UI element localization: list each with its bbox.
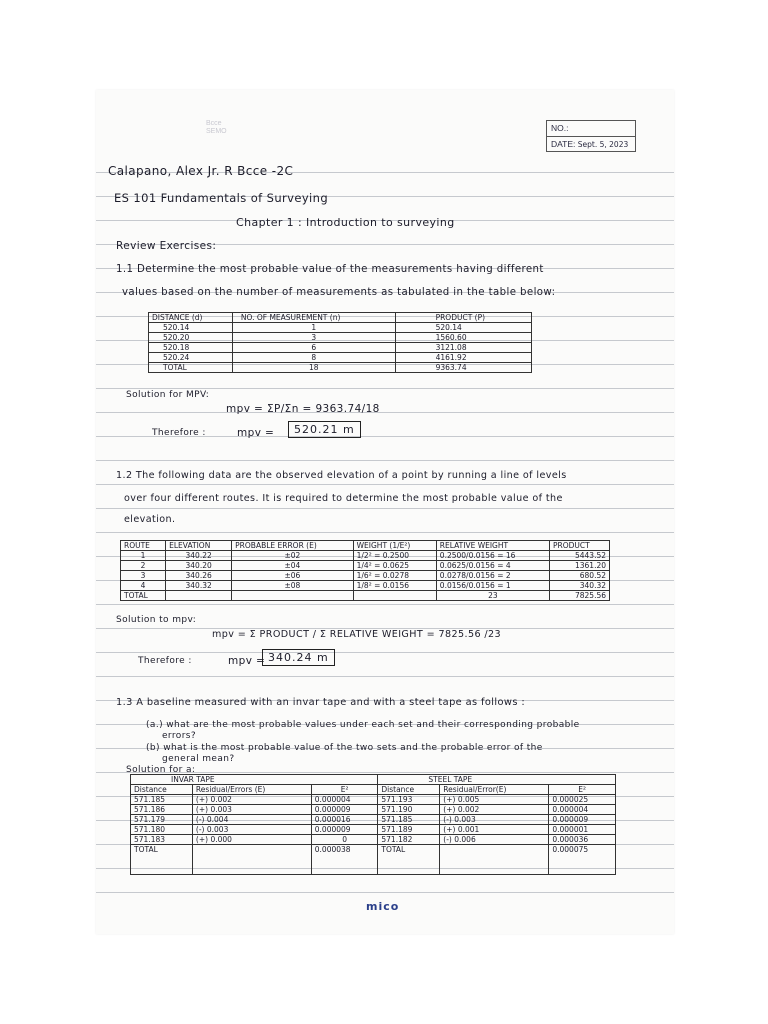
table-cell: 571.180 [131,825,193,835]
table-cell: 520.24 [149,353,233,363]
no-date-box [546,120,636,152]
q3-table [130,774,616,875]
table-cell: (+) 0.003 [192,805,311,815]
table-row [131,815,616,825]
table-cell: TOTAL [149,363,233,373]
q1-therefore: Therefore : [152,428,206,438]
table-header: ROUTE [121,541,166,551]
table-cell: 1560.60 [395,333,531,343]
table-cell: ±06 [232,571,353,581]
table-cell: ±08 [232,581,353,591]
q3-part-b-line-1: (b) what is the most probable value of the two sets and the probable error of the [146,743,543,753]
table-cell: 0.000025 [549,795,616,805]
table-cell: ±02 [232,551,353,561]
q1-formula: mpv = ΣP/Σn = 9363.74/18 [226,403,380,415]
table-cell: 0 [311,835,378,845]
q2-text-line-2: over four different routes. It is required to determine the most probable value of the [124,493,563,504]
table-cell: 571.185 [378,815,440,825]
table-cell: 8 [232,353,395,363]
table-header: DISTANCE (d) [149,313,233,323]
table-cell: 571.186 [131,805,193,815]
table-cell: 340.32 [166,581,232,591]
table-cell: 5443.52 [550,551,610,561]
table-header: E² [549,785,616,795]
table-cell: TOTAL [131,845,193,875]
table-row [149,343,532,353]
q2-formula: mpv = Σ PRODUCT / Σ RELATIVE WEIGHT = 7825.56 /23 [212,629,502,640]
table-header: Residual/Error(E) [440,785,549,795]
table-cell: 571.179 [131,815,193,825]
table-cell: 0.0156/0.0156 = 1 [436,581,549,591]
table-cell: 680.52 [550,571,610,581]
q1-text-line-1: 1.1 Determine the most probable value of the measurements having different [116,264,544,275]
table-cell: 340.20 [166,561,232,571]
table-header: WEIGHT (1/E²) [353,541,436,551]
table-cell: 0.000075 [549,845,616,875]
table-cell: 1 [121,551,166,561]
no-label: NO.: [551,123,569,133]
course-title: ES 101 Fundamentals of Surveying [114,191,329,205]
table-header: PROBABLE ERROR (E) [232,541,353,551]
table-header: NO. OF MEASUREMENT (n) [232,313,395,323]
q2-therefore: Therefore : [138,656,192,666]
table-cell: TOTAL [121,591,166,601]
q1-answer-box: 520.21 m [288,421,361,438]
table-cell: 520.14 [395,323,531,333]
table-cell: 1/6² = 0.0278 [353,571,436,581]
notebook-logo: mico [366,900,400,913]
table-cell: 520.20 [149,333,233,343]
q1-solution-label: Solution for MPV: [126,390,210,400]
table-row [149,363,532,373]
table-cell: TOTAL [378,845,440,875]
table-cell: 571.189 [378,825,440,835]
table-row [121,581,610,591]
date-value: Sept. 5, 2023 [577,140,629,149]
table-header: ELEVATION [166,541,232,551]
ruled-line [96,652,674,653]
table-cell: 9363.74 [395,363,531,373]
table-cell: 0.000016 [311,815,378,825]
q2-table [120,540,610,601]
table-cell: 3121.08 [395,343,531,353]
table-cell: 4161.92 [395,353,531,363]
table-cell: (+) 0.002 [440,805,549,815]
table-header: Distance [378,785,440,795]
table-cell: 0.000001 [549,825,616,835]
q3-text-line-1: 1.3 A baseline measured with an invar tape and with a steel tape as follows : [116,697,526,708]
table-cell: 0.000004 [549,805,616,815]
table-cell: 0.0625/0.0156 = 4 [436,561,549,571]
table-row [131,805,616,815]
table-cell: 1/8² = 0.0156 [353,581,436,591]
q3-part-a-line-2: errors? [162,731,197,741]
table-cell: (-) 0.003 [440,815,549,825]
table-row [131,835,616,845]
ruled-line [96,676,674,677]
table-cell: 4 [121,581,166,591]
ruled-line [96,532,674,533]
table-row [149,323,532,333]
table-cell: 520.14 [149,323,233,333]
table-cell: 1 [232,323,395,333]
table-row [121,591,610,601]
table-row [131,845,616,875]
table-header: Residual/Errors (E) [192,785,311,795]
table-cell: 0.000004 [311,795,378,805]
faint-stamp: Bcce SEMO [206,120,227,135]
table-row [149,353,532,363]
table-cell: (-) 0.003 [192,825,311,835]
table-row [131,825,616,835]
notebook-page [96,90,674,934]
table-cell: 340.26 [166,571,232,581]
table-cell: 0.000038 [311,845,378,875]
table-cell: 0.2500/0.0156 = 16 [436,551,549,561]
q1-mpv-label: mpv = [237,427,275,439]
q3-part-b-line-2: general mean? [162,754,235,764]
table-cell: (+) 0.002 [192,795,311,805]
q3-part-a-line-1: (a.) what are the most probable values under each set and their corresponding probable [146,720,580,730]
table-row [121,551,610,561]
q2-text-line-1: 1.2 The following data are the observed elevation of a point by running a line of levels [116,470,567,481]
q2-solution-label: Solution to mpv: [116,615,197,625]
student-name: Calapano, Alex Jr. R Bcce -2C [108,164,294,178]
table-cell: 7825.56 [550,591,610,601]
table-cell: 340.22 [166,551,232,561]
table-cell: 0.000036 [549,835,616,845]
table-cell: 520.18 [149,343,233,353]
table-header: PRODUCT (P) [395,313,531,323]
table-cell: 1/4² = 0.0625 [353,561,436,571]
table-header: PRODUCT [550,541,610,551]
table-header: Distance [131,785,193,795]
table-cell: 23 [436,591,549,601]
table-cell: 0.000009 [311,805,378,815]
q2-text-line-3: elevation. [124,514,176,525]
table-cell: 571.185 [131,795,193,805]
table-cell: (-) 0.004 [192,815,311,825]
table-cell [166,591,232,601]
q3-solution-label: Solution for a: [126,765,196,775]
table-cell [232,591,353,601]
table-header: E² [311,785,378,795]
table-cell: ±04 [232,561,353,571]
table-cell: 0.000009 [311,825,378,835]
table-cell: 571.183 [131,835,193,845]
table-cell: (+) 0.005 [440,795,549,805]
table-cell: 571.182 [378,835,440,845]
chapter-title: Chapter 1 : Introduction to surveying [236,216,455,229]
table-cell [192,845,311,875]
q1-table [148,312,532,373]
table-cell: 1361.20 [550,561,610,571]
table-cell: 0.000009 [549,815,616,825]
table-row [131,795,616,805]
ruled-line [96,412,674,413]
table-cell: 0.0278/0.0156 = 2 [436,571,549,581]
table-row [121,561,610,571]
table-cell: 571.190 [378,805,440,815]
ruled-line [96,388,674,389]
q1-text-line-2: values based on the number of measurements as tabulated in the table below: [122,287,556,298]
q2-answer-box: 340.24 m [262,649,335,666]
table-header: RELATIVE WEIGHT [436,541,549,551]
invar-tape-title: INVAR TAPE [131,775,378,785]
table-cell: 6 [232,343,395,353]
table-cell: (-) 0.006 [440,835,549,845]
date-label: DATE: Sept. 5, 2023 [547,136,635,152]
table-cell: (+) 0.001 [440,825,549,835]
table-row [121,571,610,581]
ruled-line [96,508,674,509]
section-title: Review Exercises: [116,240,217,252]
table-cell: 571.193 [378,795,440,805]
table-cell: 18 [232,363,395,373]
table-cell: 3 [121,571,166,581]
table-cell: 3 [232,333,395,343]
ruled-line [96,460,674,461]
ruled-line [96,892,674,893]
ruled-line [96,484,674,485]
table-cell: 1/2² = 0.2500 [353,551,436,561]
ruled-line [96,604,674,605]
table-cell [440,845,549,875]
table-row [149,333,532,343]
q2-mpv-label: mpv = [228,655,266,667]
table-cell: 2 [121,561,166,571]
steel-tape-title: STEEL TAPE [378,775,616,785]
table-cell: 340.32 [550,581,610,591]
table-cell: (+) 0.000 [192,835,311,845]
table-cell [353,591,436,601]
